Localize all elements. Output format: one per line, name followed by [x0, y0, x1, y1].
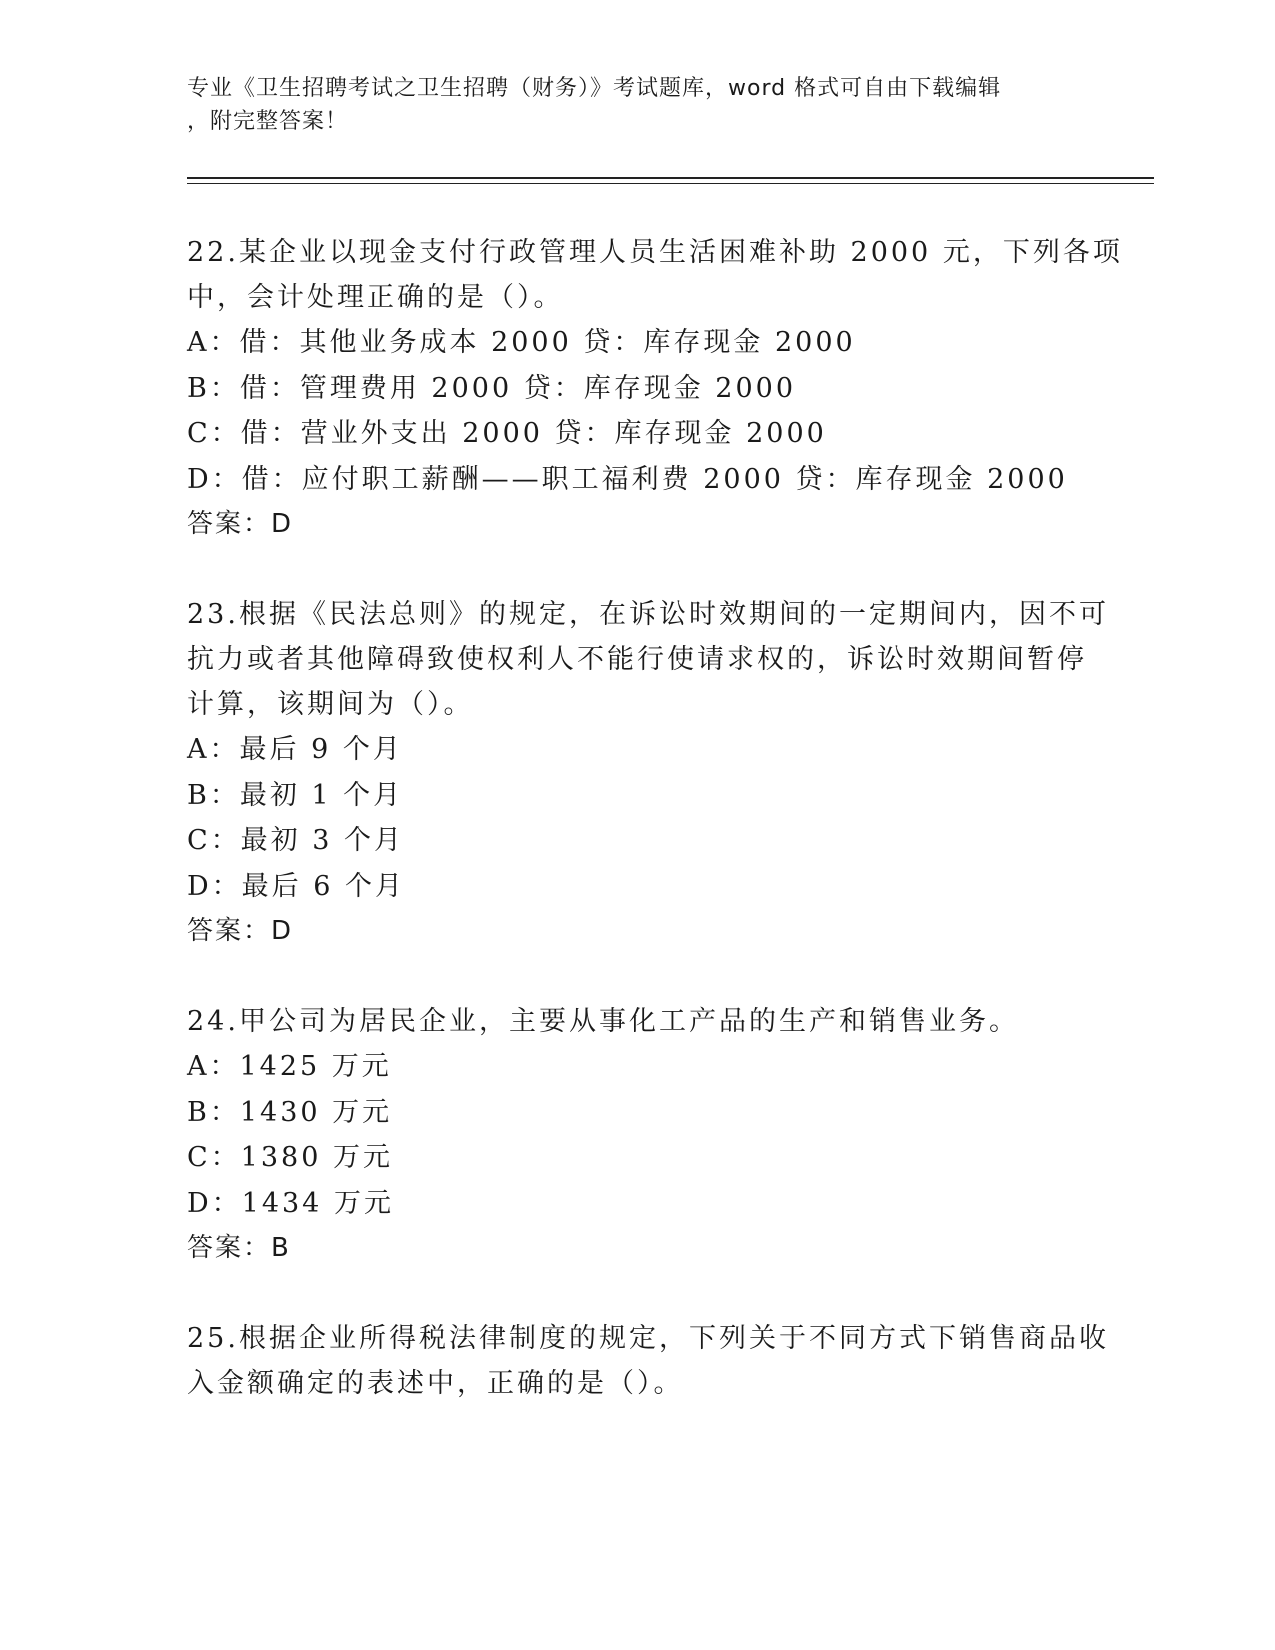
- option-c: C：借：营业外支出 2000 贷：库存现金 2000: [187, 418, 827, 449]
- option-a: A：借：其他业务成本 2000 贷：库存现金 2000: [187, 327, 856, 358]
- stem-line: 入金额确定的表述中，正确的是（）。: [187, 1368, 684, 1399]
- question-stem: [187, 592, 1109, 727]
- header-divider-thick: [187, 177, 1154, 179]
- stem-line: 25.根据企业所得税法律制度的规定，下列关于不同方式下销售商品收: [187, 1323, 1109, 1354]
- option-c: C：1380 万元: [187, 1142, 393, 1173]
- option-d: D：1434 万元: [187, 1187, 394, 1219]
- option-a: A：1425 万元: [187, 1051, 392, 1082]
- question-list: [187, 230, 1123, 1451]
- question-23: [187, 592, 1109, 954]
- stem-line: 24.甲公司为居民企业，主要从事化工产品的生产和销售业务。: [187, 1006, 1019, 1037]
- question-22: [187, 230, 1123, 547]
- question-stem: [187, 999, 1087, 1044]
- question-24: [187, 999, 1087, 1271]
- stem-line: 23.根据《民法总则》的规定，在诉讼时效期间的一定期间内，因不可: [187, 599, 1109, 630]
- option-d: D：最后 6 个月: [187, 870, 405, 902]
- question-stem: [187, 230, 1123, 320]
- option-b: B：1430 万元: [187, 1096, 393, 1128]
- answer-line: 答案：B: [187, 1233, 291, 1263]
- stem-line: 22.某企业以现金支付行政管理人员生活困难补助 2000 元，下列各项: [187, 237, 1123, 268]
- option-c: C：最初 3 个月: [187, 825, 405, 856]
- header-divider-thin: [187, 183, 1154, 184]
- document-header: [187, 72, 1067, 138]
- answer-line: 答案：D: [187, 916, 294, 946]
- option-a: A：最后 9 个月: [187, 734, 403, 765]
- stem-line: 抗力或者其他障碍致使权利人不能行使请求权的，诉讼时效期间暂停: [187, 644, 1087, 675]
- stem-line: 计算，该期间为（）。: [187, 689, 474, 720]
- question-stem: [187, 1316, 1109, 1406]
- answer-line: 答案：D: [187, 509, 294, 539]
- option-b: B：最初 1 个月: [187, 779, 404, 811]
- header-line-2: ，附完整答案！: [187, 109, 349, 134]
- question-25: [187, 1316, 1109, 1406]
- option-b: B：借：管理费用 2000 贷：库存现金 2000: [187, 372, 797, 404]
- stem-line: 中，会计处理正确的是（）。: [187, 282, 564, 313]
- option-d: D：借：应付职工薪酬——职工福利费 2000 贷：库存现金 2000: [187, 463, 1068, 495]
- header-line-1: 专业《卫生招聘考试之卫生招聘（财务）》考试题库，word 格式可自由下载编辑: [187, 76, 1002, 101]
